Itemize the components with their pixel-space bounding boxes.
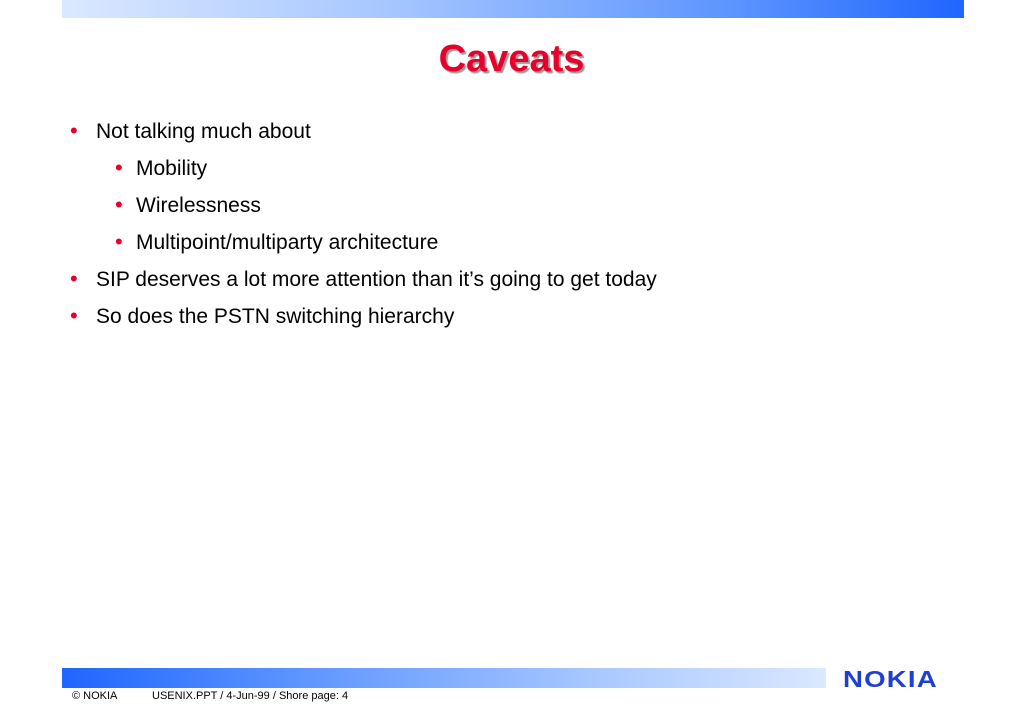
bullet-icon: • [70, 118, 78, 143]
sub-bullet-item [60, 231, 657, 268]
bullet-list [60, 120, 657, 342]
bullet-text: So does the PSTN switching hierarchy [96, 305, 455, 328]
bullet-icon: • [70, 303, 78, 328]
sub-bullet-item [60, 194, 657, 231]
footer-info: USENIX.PPT / 4-Jun-99 / Shore page: 4 [152, 690, 349, 702]
bottom-gradient-bar [62, 668, 826, 688]
bullet-item [60, 268, 657, 305]
bullet-icon: • [70, 266, 78, 291]
footer-copyright: © NOKIA [72, 690, 118, 702]
bullet-text: SIP deserves a lot more attention than it’s going to get today [96, 268, 657, 291]
bullet-icon: • [115, 192, 123, 217]
bullet-item [60, 120, 657, 157]
slide-title: Caveats [438, 38, 585, 80]
bullet-text: Multipoint/multiparty architecture [136, 231, 439, 254]
bullet-icon: • [115, 155, 123, 180]
bullet-text: Not talking much about [96, 120, 311, 143]
sub-bullet-item [60, 157, 657, 194]
bullet-text: Wirelessness [136, 194, 261, 217]
bullet-item [60, 305, 657, 342]
bullet-icon: • [115, 229, 123, 254]
top-gradient-bar [62, 0, 964, 18]
nokia-logo: NOKIA [843, 666, 938, 692]
bullet-text: Mobility [136, 157, 208, 180]
